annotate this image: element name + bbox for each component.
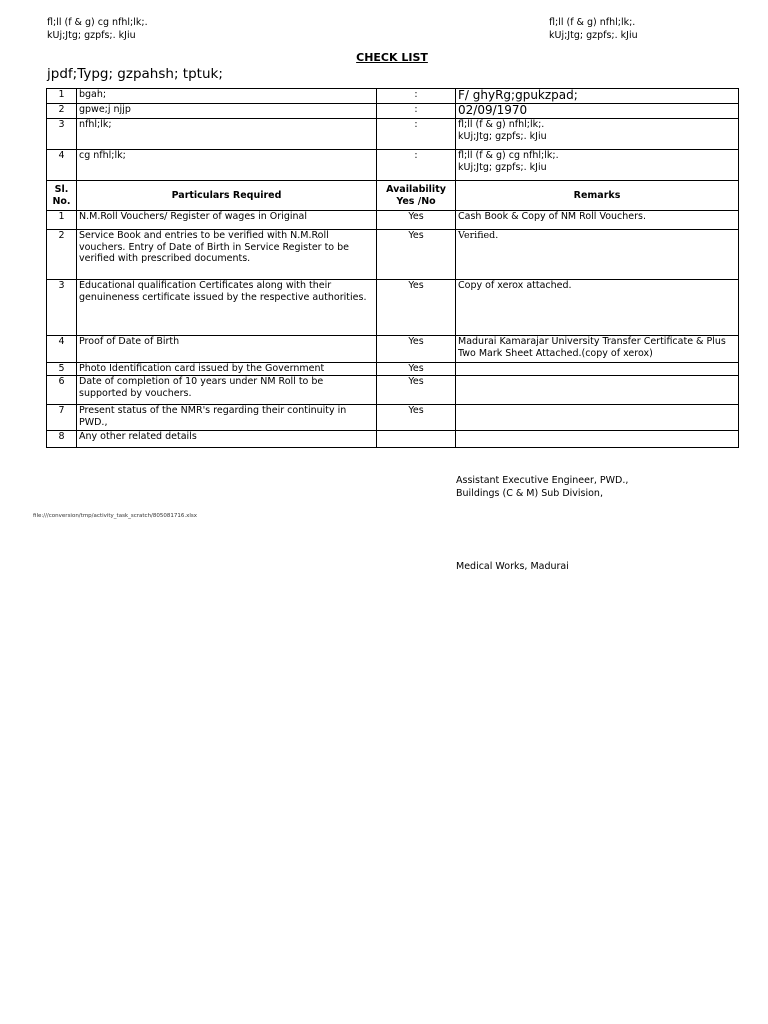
table-row xyxy=(47,363,739,376)
info-row xyxy=(47,150,739,181)
header-right xyxy=(549,16,638,42)
info-row xyxy=(47,89,739,104)
info-label: bgah; xyxy=(77,89,377,104)
row-availability: Yes xyxy=(377,230,456,280)
signature-block xyxy=(456,474,628,500)
column-header-sl: Sl. No. xyxy=(47,181,77,211)
row-availability: Yes xyxy=(377,280,456,336)
info-value: 02/09/1970 xyxy=(456,104,739,119)
row-particular: Educational qualification Certificates along with their genuineness certificate issued by the respective authorities. xyxy=(77,280,377,336)
info-value-line2: kUj;Jtg; gzpfs;. kJiu xyxy=(458,130,547,142)
row-particular: Present status of the NMR's regarding their continuity in PWD., xyxy=(77,405,377,431)
row-particular: Service Book and entries to be verified with N.M.Roll vouchers. Entry of Date of Birth in Service Register to be verified with prescribed documents. xyxy=(77,230,377,280)
info-no: 4 xyxy=(47,150,77,181)
row-remark xyxy=(456,376,739,405)
info-value xyxy=(456,119,739,150)
header-left-line2: kUj;Jtg; gzpfs;. kJiu xyxy=(47,30,136,41)
file-path: file:///conversion/tmp/activity_task_scratch/805081716.xlsx xyxy=(33,513,198,519)
info-value-line1: fl;ll (f & g) nfhl;lk;. xyxy=(458,119,545,130)
table-row xyxy=(47,405,739,431)
info-no: 3 xyxy=(47,119,77,150)
page-title: CHECK LIST xyxy=(356,51,428,64)
row-no: 6 xyxy=(47,376,77,405)
row-availability: Yes xyxy=(377,376,456,405)
info-no: 2 xyxy=(47,104,77,119)
row-availability: Yes xyxy=(377,336,456,363)
info-value-line2: kUj;Jtg; gzpfs;. kJiu xyxy=(458,161,547,173)
info-value: F/ ghyRg;gpukzpad; xyxy=(456,89,739,104)
info-value-line1: fl;ll (f & g) cg nfhl;lk;. xyxy=(458,150,559,161)
info-no: 1 xyxy=(47,89,77,104)
signature-office: Medical Works, Madurai xyxy=(456,561,569,572)
table-row xyxy=(47,230,739,280)
row-remark xyxy=(456,431,739,448)
column-header-particulars: Particulars Required xyxy=(77,181,377,211)
info-sep: : xyxy=(377,119,456,150)
table-row xyxy=(47,211,739,230)
table-row xyxy=(47,431,739,448)
info-label: gpwe;j njjp xyxy=(77,104,377,119)
info-value xyxy=(456,150,739,181)
employee-info-table xyxy=(46,88,739,181)
table-header-row xyxy=(47,181,739,211)
info-label: cg nfhl;lk; xyxy=(77,150,377,181)
row-availability: Yes xyxy=(377,363,456,376)
info-sep: : xyxy=(377,104,456,119)
header-right-line1: fl;ll (f & g) nfhl;lk;. xyxy=(549,17,636,28)
row-particular: Proof of Date of Birth xyxy=(77,336,377,363)
row-remark: Madurai Kamarajar University Transfer Certificate & Plus Two Mark Sheet Attached.(copy of xerox) xyxy=(456,336,739,363)
row-no: 1 xyxy=(47,211,77,230)
table-row xyxy=(47,376,739,405)
row-no: 4 xyxy=(47,336,77,363)
checklist-table xyxy=(46,180,739,448)
info-sep: : xyxy=(377,150,456,181)
signature-title: Assistant Executive Engineer, PWD., xyxy=(456,475,629,486)
row-particular: N.M.Roll Vouchers/ Register of wages in Original xyxy=(77,211,377,230)
row-availability: Yes xyxy=(377,405,456,431)
row-availability xyxy=(377,431,456,448)
header-left xyxy=(47,16,148,42)
row-no: 5 xyxy=(47,363,77,376)
header-left-line1: fl;ll (f & g) cg nfhl;lk;. xyxy=(47,17,148,28)
row-particular: Date of completion of 10 years under NM Roll to be supported by vouchers. xyxy=(77,376,377,405)
signature-division: Buildings (C & M) Sub Division, xyxy=(456,488,603,499)
table-row xyxy=(47,280,739,336)
row-particular: Photo Identification card issued by the Government xyxy=(77,363,377,376)
column-header-remarks: Remarks xyxy=(456,181,739,211)
row-remark xyxy=(456,405,739,431)
row-remark: Cash Book & Copy of NM Roll Vouchers. xyxy=(456,211,739,230)
column-header-availability: Availability Yes /No xyxy=(377,181,456,211)
row-remark: Copy of xerox attached. xyxy=(456,280,739,336)
header-right-line2: kUj;Jtg; gzpfs;. kJiu xyxy=(549,30,638,41)
info-sep: : xyxy=(377,89,456,104)
info-label: nfhl;lk; xyxy=(77,119,377,150)
page-subtitle: jpdf;Typg; gzpahsh; tptuk; xyxy=(47,66,223,82)
info-row xyxy=(47,119,739,150)
row-remark xyxy=(456,363,739,376)
row-particular: Any other related details xyxy=(77,431,377,448)
row-no: 8 xyxy=(47,431,77,448)
row-no: 7 xyxy=(47,405,77,431)
row-no: 2 xyxy=(47,230,77,280)
row-no: 3 xyxy=(47,280,77,336)
table-row xyxy=(47,336,739,363)
row-remark: Verified. xyxy=(456,230,739,280)
row-availability: Yes xyxy=(377,211,456,230)
info-row xyxy=(47,104,739,119)
